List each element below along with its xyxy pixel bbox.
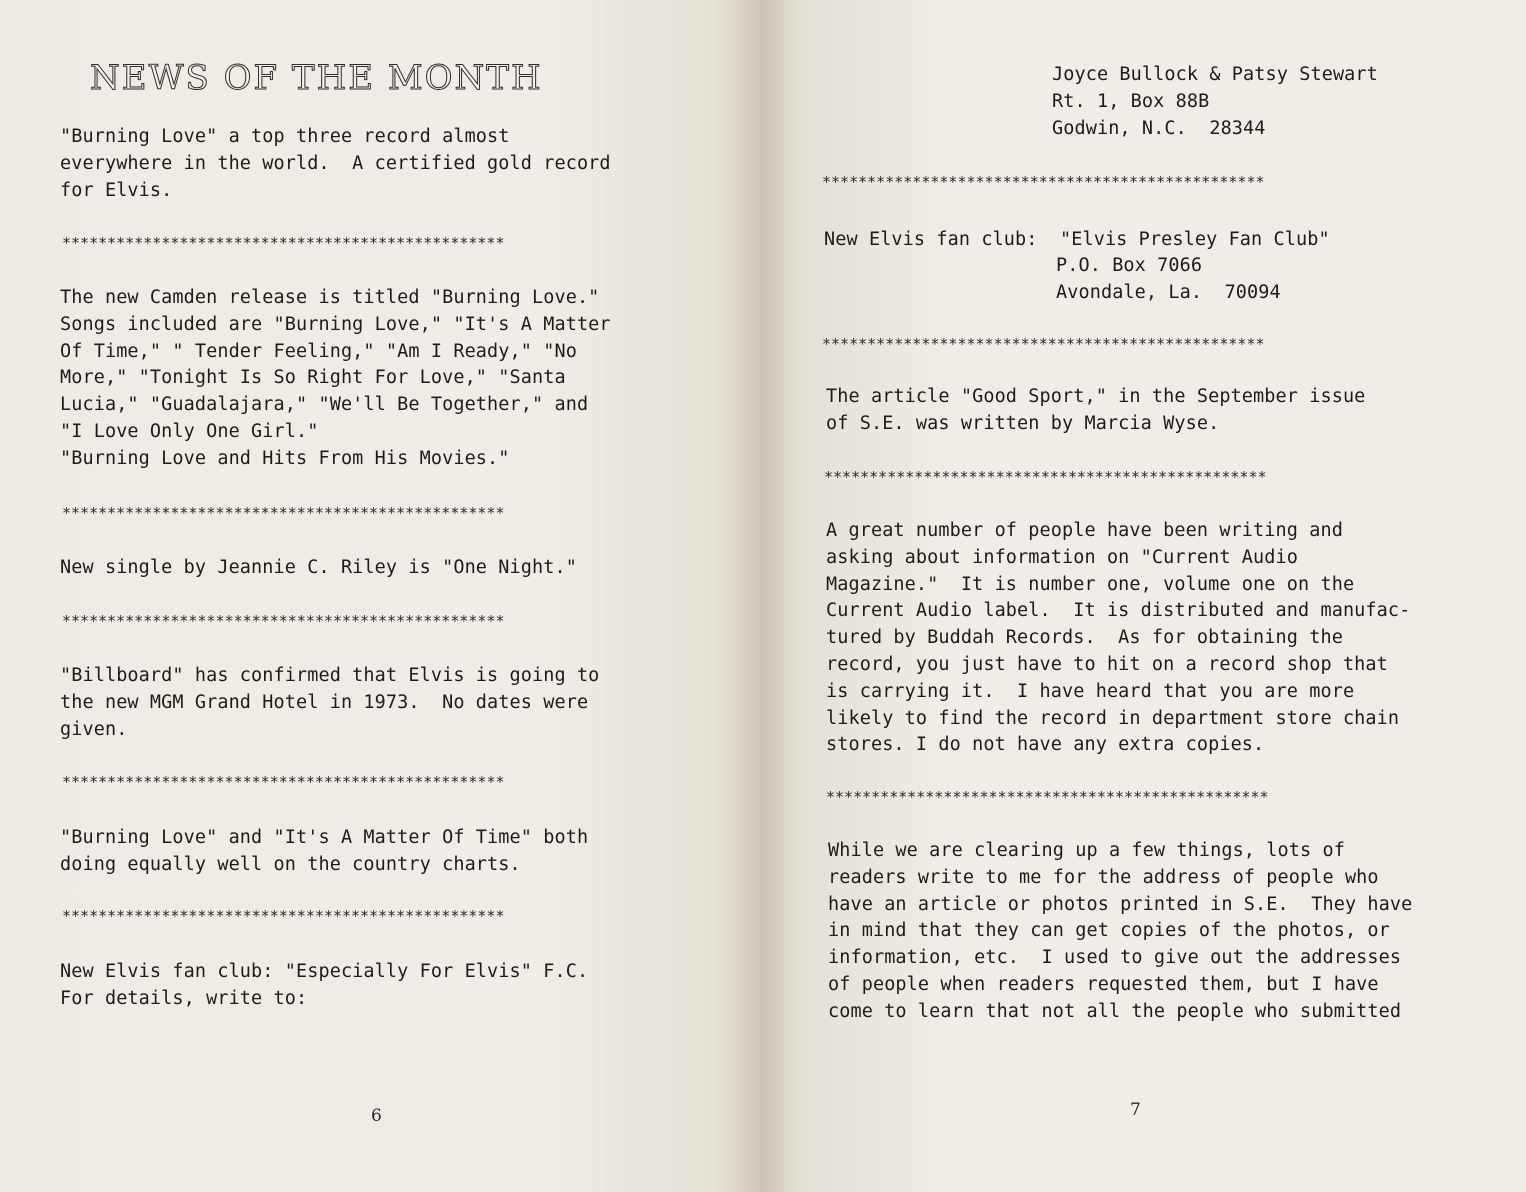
news-item-camden-release: The new Camden release is titled "Burning Love." Songs included are "Burning Love," "It's A Matter Of Time," " Tender Feeling," "Am I Ready," "No More," "Tonight Is So Right For Love," "Santa Lucia," "Guadalajara," "We'll Be Together," and "I Love Only One Girl." "Burning Love and Hits From His Movies." [60,287,611,469]
news-item-country-charts: "Burning Love" and "It's A Matter Of Time" both doing equally well on the country charts. [60,827,589,875]
separator: ************************************************* [62,504,505,522]
news-item-current-audio: A great number of people have been writing and asking about information on "Current Audio Magazine." It is number one, volume one on the Current Audio label. It is distributed and manufac- tured by Buddah Records. As for obtaining the record, you just have to hit on a record shop that is carrying it. I have heard that you are more likely to find the record in department store chain stores. I do not have any extra copies. [826,520,1411,756]
address-block: Joyce Bullock & Patsy Stewart Rt. 1, Box 88B Godwin, N.C. 28344 [1052,64,1378,139]
page-number: 7 [1130,1100,1141,1120]
news-item-billboard: "Billboard" has confirmed that Elvis is going to the new MGM Grand Hotel in 1973. No dates were given. [60,665,600,740]
separator: ************************************************* [822,335,1265,353]
left-page [0,0,760,1192]
fan-club-address: P.O. Box 7066 Avondale, La. 70094 [1056,255,1281,303]
separator: ************************************************* [826,788,1269,806]
separator: ************************************************* [62,907,505,925]
right-page [760,0,1526,1192]
news-item-jeannie-riley: New single by Jeannie C. Riley is "One Night." [60,557,577,578]
news-item-fan-club: New Elvis fan club: "Especially For Elvis" F.C. For details, write to: [60,961,589,1009]
news-item-gold-record: "Burning Love" a top three record almost everywhere in the world. A certified gold record for Elvis. [60,126,611,201]
separator: ************************************************* [62,234,505,252]
page-title: NEWS OF THE MONTH [90,58,543,98]
news-item-good-sport: The article "Good Sport," in the September issue of S.E. was written by Marcia Wyse. [826,386,1366,434]
separator: ************************************************* [62,773,505,791]
separator: ************************************************* [822,173,1265,191]
fan-club-intro: New Elvis fan club: "Elvis Presley Fan Club" [824,229,1330,250]
news-item-addresses: While we are clearing up a few things, lots of readers write to me for the address of people who have an article or photos printed in S.E. They have in mind that they can get copies of the photos, or information, etc. I used to give out the addresses of people when readers requested them, but I have come to learn that not all the people who submitted [828,840,1413,1022]
separator: ************************************************* [824,468,1267,486]
page-number: 6 [371,1106,382,1126]
separator: ************************************************* [62,612,505,630]
